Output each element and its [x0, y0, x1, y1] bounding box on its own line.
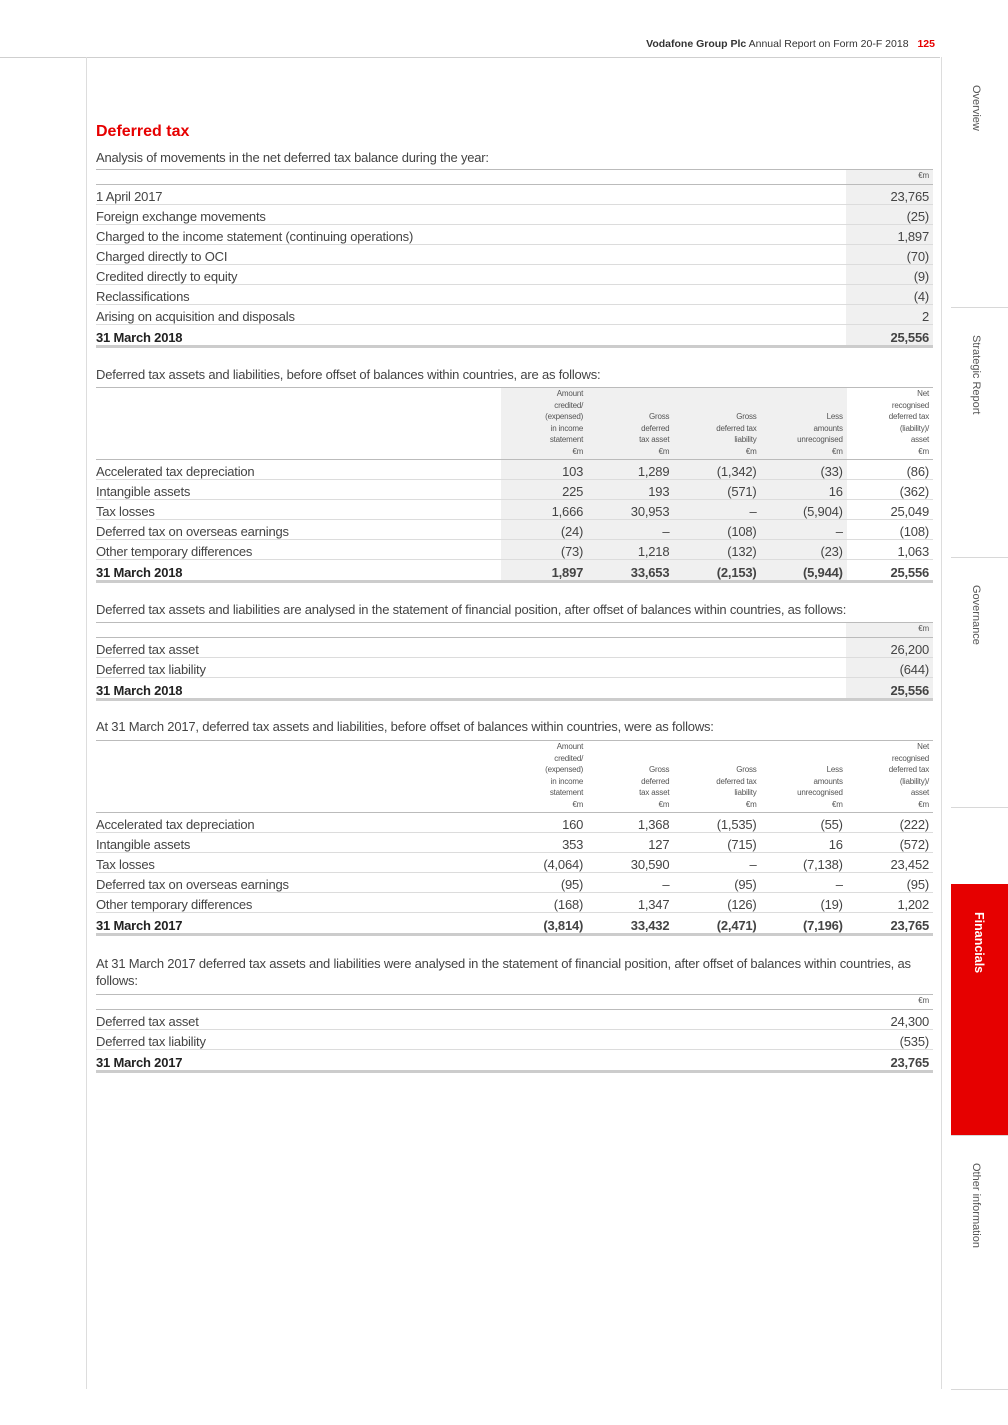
table-row	[96, 460, 933, 480]
table-row	[96, 540, 933, 560]
header-line: credited/	[554, 753, 584, 763]
header-line: deferred tax	[888, 765, 929, 774]
header-line: amounts	[813, 423, 843, 433]
header-line: liability	[734, 435, 757, 444]
row-value: 2	[846, 304, 933, 324]
cell: (73)	[501, 540, 587, 560]
row-value: 24,300	[846, 1009, 933, 1029]
cell: 1,368	[587, 813, 673, 833]
after-offset-2018-intro: Deferred tax assets and liabilities are analysed in the statement of financial position, after offset of balances within countries, as follows:	[96, 602, 847, 617]
row-label: Other temporary differences	[96, 540, 501, 560]
row-label: Other temporary differences	[96, 893, 501, 913]
header-line: €m	[745, 799, 757, 809]
cell: (33)	[761, 460, 847, 480]
cell: 103	[501, 460, 587, 480]
row-value: 1,897	[846, 224, 933, 244]
header-line: (expensed)	[545, 765, 584, 774]
header-spacer	[96, 995, 846, 1010]
header-line: asset	[910, 788, 929, 797]
tab-financials[interactable]	[951, 884, 1008, 1136]
cell: (95)	[501, 873, 587, 893]
header-line: recognised	[891, 753, 929, 763]
row-label: Arising on acquisition and disposals	[96, 304, 846, 324]
row-label: 31 March 2017	[96, 913, 501, 935]
cell: (23)	[761, 540, 847, 560]
row-label: Deferred tax asset	[96, 637, 846, 657]
table-row	[96, 1009, 933, 1029]
row-label: Deferred tax asset	[96, 1009, 846, 1029]
header-line: €m	[918, 446, 929, 456]
header-line: deferred tax	[716, 423, 757, 433]
row-value: 25,556	[846, 324, 933, 346]
cell: (108)	[847, 520, 933, 540]
column-header-gross-liability	[673, 388, 760, 460]
cell: 1,666	[501, 500, 587, 520]
company-name: Vodafone Group Plc	[646, 38, 747, 50]
row-value: (70)	[846, 244, 933, 264]
left-margin-rule	[86, 57, 87, 1389]
cell: (4,064)	[501, 853, 587, 873]
total-row	[96, 560, 933, 582]
header-divider	[0, 57, 940, 58]
cell: (55)	[761, 813, 847, 833]
cell: (2,153)	[673, 560, 760, 582]
cell: 1,202	[847, 893, 933, 913]
table-header-row	[96, 388, 933, 460]
tab-label: Governance	[970, 585, 982, 645]
cell: (108)	[673, 520, 760, 540]
before-offset-2017-table	[96, 740, 933, 936]
table-row	[96, 204, 933, 224]
column-header-gross-asset	[587, 741, 673, 813]
header-line: statement	[549, 435, 584, 444]
total-row	[96, 324, 933, 346]
header-line: statement	[549, 788, 584, 797]
cell: 160	[501, 813, 587, 833]
cell: (715)	[673, 833, 760, 853]
cell: (168)	[501, 893, 587, 913]
header-line: Net	[917, 742, 929, 751]
column-header-gross-asset	[587, 388, 673, 460]
total-row	[96, 1049, 933, 1071]
after-offset-2018-table	[96, 622, 933, 701]
header-line: Less	[826, 412, 843, 421]
page-header	[0, 38, 935, 50]
cell: (132)	[673, 540, 760, 560]
cell: 33,653	[587, 560, 673, 582]
header-spacer	[96, 170, 846, 185]
header-line: €m	[572, 446, 584, 456]
unit-header: €m	[846, 170, 933, 185]
table-row	[96, 284, 933, 304]
header-line: Less	[826, 765, 843, 774]
cell: (1,535)	[673, 813, 760, 833]
header-line: amounts	[813, 776, 843, 786]
cell: 25,049	[847, 500, 933, 520]
row-label: Intangible assets	[96, 480, 501, 500]
header-line: deferred	[641, 776, 670, 786]
column-header-unrecognised	[761, 741, 847, 813]
header-line: deferred	[641, 423, 670, 433]
row-label: Credited directly to equity	[96, 264, 846, 284]
header-line: €m	[832, 799, 843, 809]
row-label: 31 March 2018	[96, 324, 846, 346]
cell: 16	[761, 833, 847, 853]
unit-header: €m	[846, 995, 933, 1010]
table-row	[96, 520, 933, 540]
report-name: Annual Report on Form 20-F 2018	[748, 38, 909, 50]
table-row	[96, 500, 933, 520]
table-header-row	[96, 741, 933, 813]
section-title: Deferred tax	[96, 123, 190, 140]
row-label: Deferred tax on overseas earnings	[96, 520, 501, 540]
row-value: (4)	[846, 284, 933, 304]
column-header-amount-credited	[501, 388, 587, 460]
cell: (24)	[501, 520, 587, 540]
table-row	[96, 480, 933, 500]
cell: –	[761, 873, 847, 893]
table-header-row	[96, 623, 933, 638]
cell: 1,218	[587, 540, 673, 560]
table-row	[96, 893, 933, 913]
cell: 30,953	[587, 500, 673, 520]
table-row	[96, 813, 933, 833]
row-label: Deferred tax on overseas earnings	[96, 873, 501, 893]
unit-header: €m	[846, 623, 933, 638]
total-row	[96, 913, 933, 935]
table-row	[96, 657, 933, 677]
tab-governance[interactable]	[951, 557, 1008, 808]
tab-strategic-report[interactable]	[951, 307, 1008, 558]
cell: (572)	[847, 833, 933, 853]
row-label: Reclassifications	[96, 284, 846, 304]
cell: (5,944)	[761, 560, 847, 582]
before-offset-2018-table	[96, 387, 933, 583]
row-label: Charged to the income statement (continuing operations)	[96, 224, 846, 244]
header-line: tax asset	[639, 435, 670, 444]
table-row	[96, 304, 933, 324]
after-offset-2017-intro: At 31 March 2017 deferred tax assets and liabilities were analysed in the statement of financial position, after offset of balances within countries, as follows:	[96, 956, 911, 988]
header-line: in income	[550, 423, 584, 433]
cell: 1,063	[847, 540, 933, 560]
row-value: (535)	[846, 1029, 933, 1049]
header-line: €m	[832, 446, 843, 456]
tab-overview[interactable]	[951, 57, 1008, 308]
cell: 127	[587, 833, 673, 853]
cell: (571)	[673, 480, 760, 500]
header-line: deferred tax	[716, 776, 757, 786]
row-label: Accelerated tax depreciation	[96, 460, 501, 480]
cell: 30,590	[587, 853, 673, 873]
cell: (95)	[673, 873, 760, 893]
cell: –	[673, 500, 760, 520]
cell: (2,471)	[673, 913, 760, 935]
row-label: 31 March 2017	[96, 1049, 846, 1071]
row-label: 31 March 2018	[96, 560, 501, 582]
cell: –	[673, 853, 760, 873]
row-value: 25,556	[846, 677, 933, 699]
row-label: Accelerated tax depreciation	[96, 813, 501, 833]
cell: –	[587, 520, 673, 540]
header-line: in income	[550, 776, 584, 786]
cell: 193	[587, 480, 673, 500]
header-line: tax asset	[639, 788, 670, 797]
header-line: Gross	[736, 412, 757, 421]
row-label: Foreign exchange movements	[96, 204, 846, 224]
header-line: (expensed)	[545, 412, 584, 421]
row-label: 31 March 2018	[96, 677, 846, 699]
cell: 23,452	[847, 853, 933, 873]
movements-intro: Analysis of movements in the net deferred tax balance during the year:	[96, 150, 489, 165]
table-row	[96, 224, 933, 244]
row-label: Tax losses	[96, 853, 501, 873]
header-spacer	[96, 623, 846, 638]
cell: (222)	[847, 813, 933, 833]
cell: (1,342)	[673, 460, 760, 480]
row-value: 23,765	[846, 1049, 933, 1071]
header-line: €m	[658, 799, 670, 809]
page-number: 125	[917, 38, 935, 50]
table-row	[96, 873, 933, 893]
cell: (3,814)	[501, 913, 587, 935]
row-value: 26,200	[846, 637, 933, 657]
column-header-unrecognised	[761, 388, 847, 460]
table-row	[96, 833, 933, 853]
cell: –	[761, 520, 847, 540]
cell: 16	[761, 480, 847, 500]
column-header-amount-credited	[501, 741, 587, 813]
table-row	[96, 1029, 933, 1049]
section-nav	[951, 57, 1008, 1389]
cell: (362)	[847, 480, 933, 500]
column-header-gross-liability	[673, 741, 760, 813]
header-line: (liability)/	[899, 423, 929, 433]
table-header-row	[96, 995, 933, 1010]
after-offset-2017-table	[96, 994, 933, 1073]
header-line: Net	[917, 389, 929, 398]
right-margin-rule	[941, 57, 942, 1389]
row-label: Intangible assets	[96, 833, 501, 853]
before-offset-2017-intro: At 31 March 2017, deferred tax assets and liabilities, before offset of balances within countries, were as follows:	[96, 719, 714, 734]
table-row	[96, 244, 933, 264]
row-value: 23,765	[846, 184, 933, 204]
tab-other-information[interactable]	[951, 1135, 1008, 1390]
cell: 1,897	[501, 560, 587, 582]
cell: 25,556	[847, 560, 933, 582]
cell: (5,904)	[761, 500, 847, 520]
tab-label: Other information	[970, 1163, 982, 1248]
movements-table	[96, 169, 933, 348]
header-line: liability	[734, 788, 757, 797]
cell: 225	[501, 480, 587, 500]
row-label: 1 April 2017	[96, 184, 846, 204]
cell: –	[587, 873, 673, 893]
header-line: €m	[572, 799, 584, 809]
tab-label: Overview	[970, 85, 982, 131]
table-row	[96, 184, 933, 204]
row-label: Deferred tax liability	[96, 1029, 846, 1049]
row-value: (25)	[846, 204, 933, 224]
header-line: Gross	[649, 765, 670, 774]
cell: (126)	[673, 893, 760, 913]
header-spacer	[96, 388, 501, 460]
column-header-net-recognised	[847, 741, 933, 813]
column-header-net-recognised	[847, 388, 933, 460]
header-line: unrecognised	[797, 788, 843, 797]
tab-label: Strategic Report	[970, 335, 982, 415]
header-line: unrecognised	[797, 435, 843, 444]
header-line: (liability)/	[899, 776, 929, 786]
header-line: Gross	[649, 412, 670, 421]
cell: (86)	[847, 460, 933, 480]
header-line: €m	[658, 446, 670, 456]
cell: (7,196)	[761, 913, 847, 935]
row-label: Deferred tax liability	[96, 657, 846, 677]
header-line: credited/	[554, 400, 584, 410]
tab-label: Financials	[972, 912, 986, 974]
header-line: deferred tax	[888, 412, 929, 421]
table-header-row	[96, 170, 933, 185]
header-line: Amount	[556, 742, 584, 751]
table-row	[96, 637, 933, 657]
row-label: Tax losses	[96, 500, 501, 520]
header-line: Amount	[556, 389, 584, 398]
header-line: Gross	[736, 765, 757, 774]
cell: 23,765	[847, 913, 933, 935]
table-row	[96, 264, 933, 284]
header-line: €m	[745, 446, 757, 456]
header-line: €m	[918, 799, 929, 809]
before-offset-2018-intro: Deferred tax assets and liabilities, before offset of balances within countries, are as follows:	[96, 367, 601, 382]
header-spacer	[96, 741, 501, 813]
cell: 1,347	[587, 893, 673, 913]
header-line: recognised	[891, 400, 929, 410]
cell: (7,138)	[761, 853, 847, 873]
cell: (19)	[761, 893, 847, 913]
row-value: (9)	[846, 264, 933, 284]
cell: (95)	[847, 873, 933, 893]
total-row	[96, 677, 933, 699]
table-row	[96, 853, 933, 873]
row-label: Charged directly to OCI	[96, 244, 846, 264]
header-line: asset	[910, 435, 929, 444]
cell: 353	[501, 833, 587, 853]
row-value: (644)	[846, 657, 933, 677]
cell: 1,289	[587, 460, 673, 480]
cell: 33,432	[587, 913, 673, 935]
